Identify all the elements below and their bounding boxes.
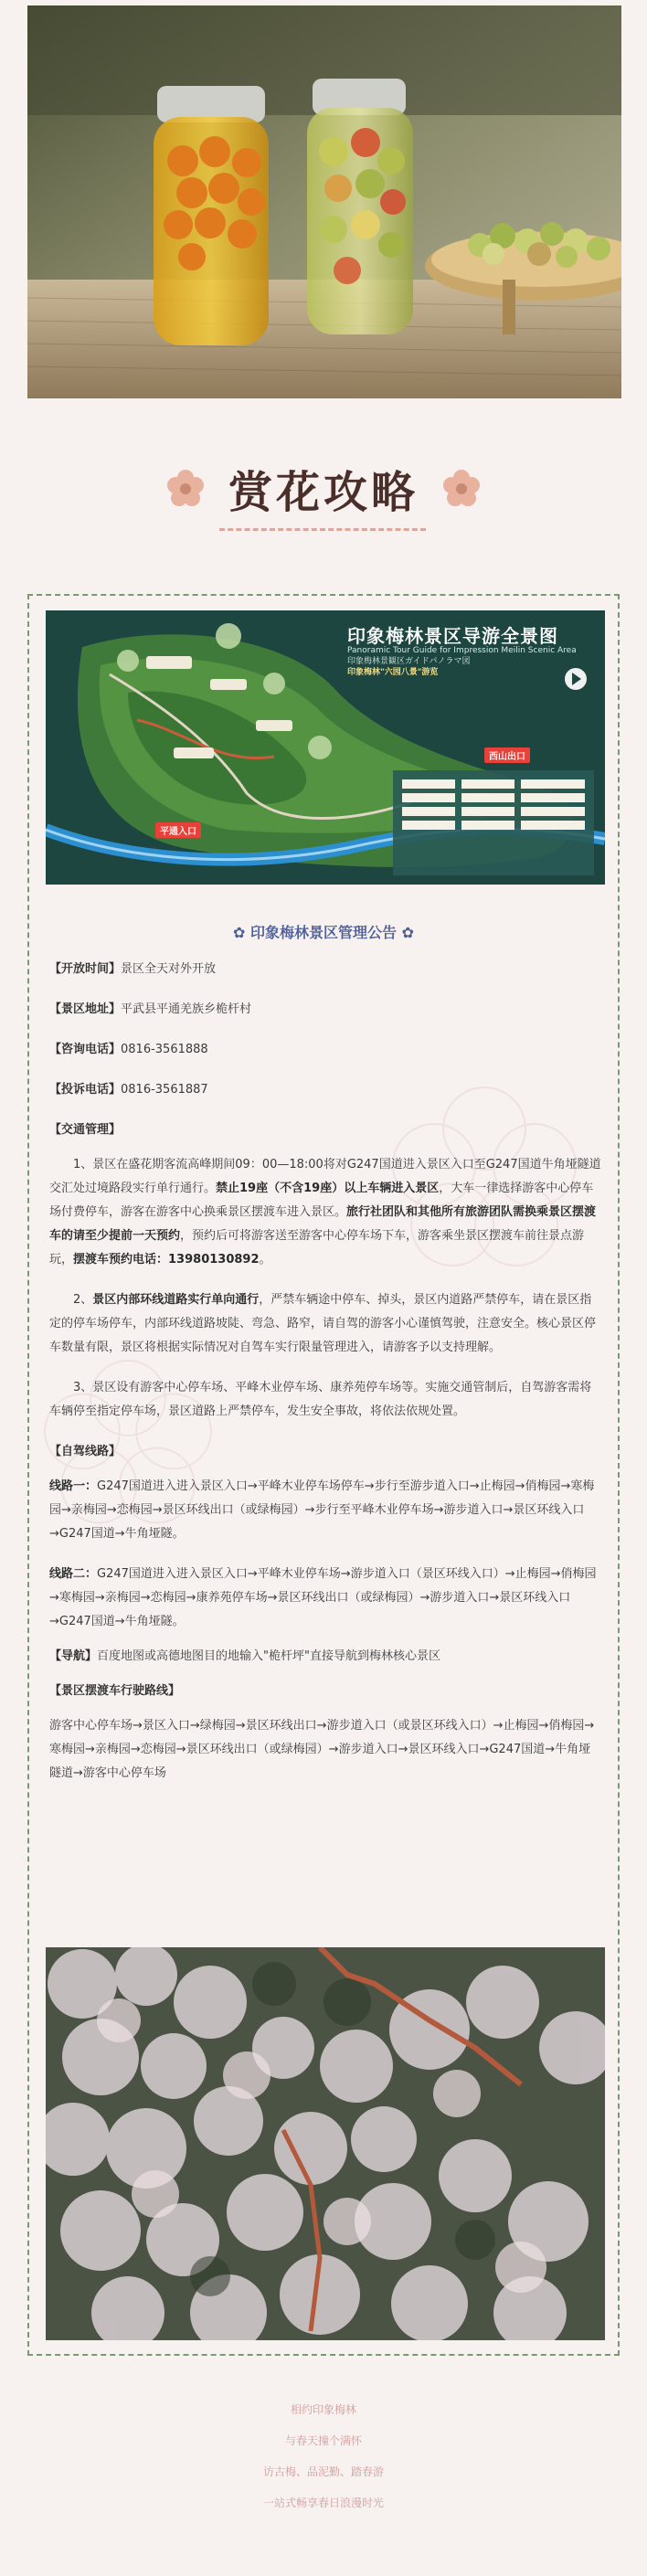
map-subtitle-en: Panoramic Tour Guide for Impression Meilin Scenic Area xyxy=(347,646,577,655)
selfdrive-route-1: 线路一：G247国道进入进入景区入口→平峰木业停车场停车→步行至游步道入口→止梅园→俏梅园→寒梅园→亲梅园→恋梅园→景区环线出口（或绿梅园）→步行至平峰木业停车场→游步道入口→景区环线入口→G247国道→牛角垭隧。 xyxy=(49,1479,595,1541)
selfdrive-heading: 【自驾线路】 xyxy=(49,1445,122,1458)
map-title: 印象梅林景区导游全景图 xyxy=(347,625,558,647)
shuttle-heading: 【景区摆渡车行驶路线】 xyxy=(49,1684,181,1698)
announcement-title: ✿ 印象梅林景区管理公告 ✿ xyxy=(233,924,414,941)
traffic-paragraph-2: 2、景区内部环线道路实行单向通行，严禁车辆途中停车、掉头，景区内道路严禁停车，请在景区指定的停车场停车，内部环线道路坡陡、弯急、路窄，请自驾的游客小心谨慎驾驶，注意安全。核心景区停车数量有限，景区将根据实际情况对自驾车实行限量管理进入，请游客予以支持理解。 xyxy=(49,1293,597,1354)
heading-divider xyxy=(219,528,426,531)
swirl-icon: ✿ xyxy=(397,924,414,941)
plum-blossom-icon xyxy=(164,468,207,510)
plum-blossom-icon xyxy=(440,468,483,510)
traffic-heading: 【交通管理】 xyxy=(49,1123,122,1137)
aerial-illustration xyxy=(46,1947,605,2340)
scenic-area-map xyxy=(46,610,605,885)
traffic-paragraph-1: 1、景区在盛花期客流高峰期间09：00—18:00将对G247国道进入景区入口至G247国道牛角垭隧道交汇处过境路段实行单行通行。禁止19座（不含19座）以上车辆进入景区，大车一律选择游客中心停车场付费停车，游客在游客中心换乘景区摆渡车进入景区。旅行社团队和其他所有旅游团队需换乘景区摆渡车的请至少提前一天预约，预约后可将游客送至游客中心停车场下车，游客乘坐景区摆渡车前往景点游玩，摆渡车预约电话：13980130892。 xyxy=(49,1158,601,1267)
hero-photo-plum-jars xyxy=(27,5,621,398)
map-subtitle xyxy=(347,645,585,678)
footer-line: 与春天撞个满怀 xyxy=(284,2434,362,2447)
page-title: 赏花攻略 xyxy=(228,467,419,518)
section-heading xyxy=(0,457,647,520)
map-subtitle-jp: 印象梅林景観区ガイドパノラマ図 xyxy=(347,657,471,666)
map-legend-title: 印象梅林"六园八景"游览 xyxy=(347,668,439,677)
aerial-photo-plum-forest xyxy=(46,1947,605,2340)
info-consult-phone: 【咨询电话】0816-3561888 xyxy=(49,1043,208,1056)
info-address: 【景区地址】平武县平通羌族乡桅杆村 xyxy=(49,1002,252,1016)
footer-slogans xyxy=(0,2394,647,2518)
selfdrive-navigation: 【导航】百度地图或高德地图目的地输入"桅杆坪"直接导航到梅林核心景区 xyxy=(49,1649,440,1663)
shuttle-route: 游客中心停车场→景区入口→绿梅园→景区环线出口→游步道入口（或景区环线入口）→止梅园→俏梅园→寒梅园→亲梅园→恋梅园→景区环线出口（或绿梅园）→游步道入口→景区环线入口→G247国道→牛角垭隧道→游客中心停车场 xyxy=(49,1719,595,1780)
map-tag-exit: 西山出口 xyxy=(484,747,530,763)
info-open-time: 【开放时间】景区全天对外开放 xyxy=(49,962,217,976)
footer-line: 一站式畅享春日浪漫时光 xyxy=(262,2496,384,2509)
map-tag-entrance: 平通入口 xyxy=(155,822,201,838)
swirl-icon: ✿ xyxy=(233,924,250,941)
selfdrive-route-2: 线路二：G247国道进入进入景区入口→平峰木业停车场→游步道入口（景区环线入口）→止梅园→俏梅园→寒梅园→亲梅园→恋梅园→康养苑停车场→景区环线出口（或绿梅园）→游步道入口→景区环线入口→G247国道→牛角垭隧。 xyxy=(49,1567,597,1628)
article-body xyxy=(49,958,601,1786)
footer-line: 相约印象梅林 xyxy=(290,2403,356,2416)
hero-illustration xyxy=(27,5,621,398)
footer-line: 访古梅、品泥勤、踏春游 xyxy=(262,2465,384,2478)
info-complaint-phone: 【投诉电话】0816-3561887 xyxy=(49,1083,208,1097)
traffic-paragraph-3: 3、景区设有游客中心停车场、平峰木业停车场、康养苑停车场等。实施交通管制后，自驾游客需将车辆停至指定停车场，景区道路上严禁停车，发生安全事故，将依法依规处置。 xyxy=(49,1381,592,1418)
